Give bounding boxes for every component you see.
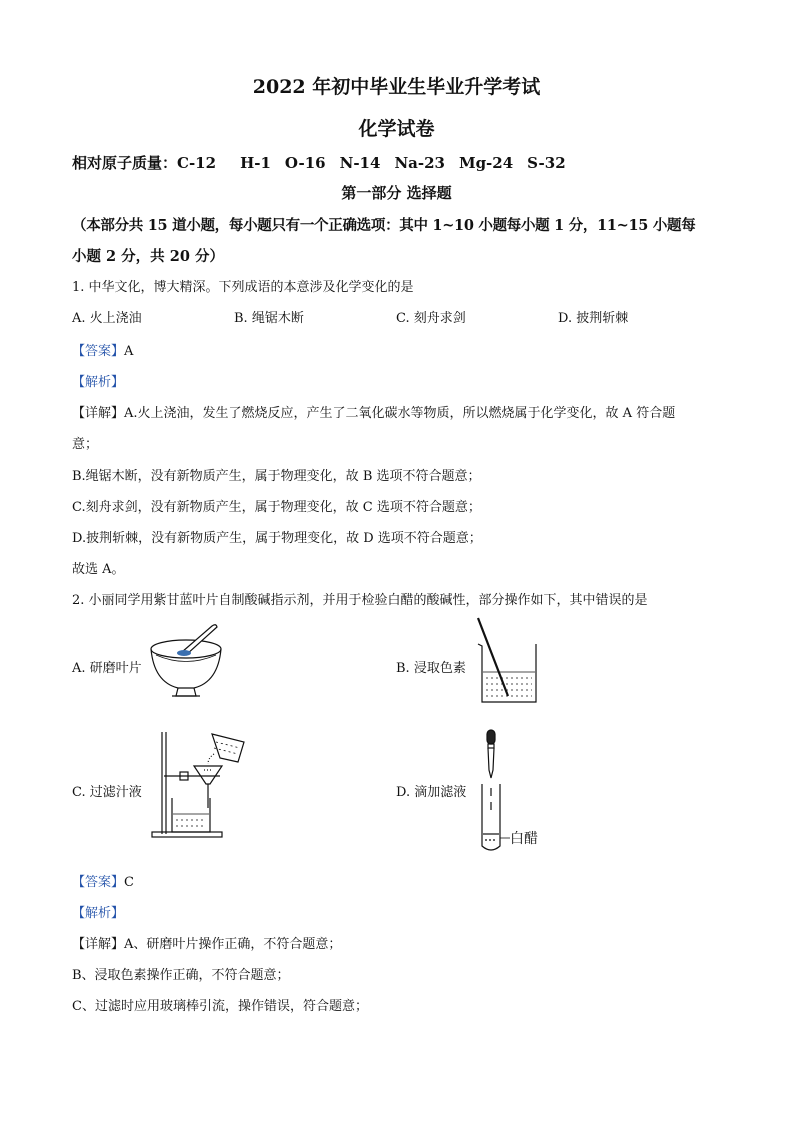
q2-option-d: D. 滴加滤液: [396, 785, 467, 800]
atomic-mass-line: [72, 152, 566, 173]
q1-answer-line: [72, 340, 133, 359]
q1-detail-line1: [72, 402, 675, 421]
filtration-figure: [150, 728, 260, 840]
exam-title: 2022 年初中毕业生毕业升学考试: [252, 76, 541, 98]
q1-detail-text: A.火上浇油，发生了燃烧反应，产生了二氧化碳水等物质，所以燃烧属于化学变化，故 A 符合题: [124, 406, 676, 421]
q1-stem: 1. 中华文化，博大精深。下列成语的本意涉及化学变化的是: [72, 280, 414, 295]
atomic-mass-s: S-32: [527, 154, 566, 172]
q2-detail-c: C、过滤时应用玻璃棒引流，操作错误，符合题意；: [72, 999, 368, 1014]
q1-detail-d: D.披荆斩棘，没有新物质产生，属于物理变化，故 D 选项不符合题意；: [72, 531, 482, 546]
q1-option-d: D. 披荆斩棘: [558, 311, 629, 326]
atomic-mass-label: 相对原子质量：: [72, 154, 178, 172]
beaker-stirring-figure: [472, 616, 542, 706]
q1-answer: A: [124, 344, 134, 359]
q1-conclusion: 故选 A。: [72, 562, 125, 577]
atomic-mass-h: H-1: [240, 154, 271, 172]
q2-analysis-tag: 【解析】: [72, 906, 125, 921]
section-note-line1: （本部分共 15 道小题，每小题只有一个正确选项：其中 1~10 小题每小题 1 分，11~15 小题每: [72, 217, 696, 234]
q2-answer-tag: 【答案】: [72, 875, 125, 890]
q1-analysis-tag: 【解析】: [72, 375, 125, 390]
q1-option-c: C. 刻舟求剑: [396, 311, 466, 326]
q1-answer-tag: 【答案】: [72, 344, 125, 359]
q2-option-c: C. 过滤汁液: [72, 785, 142, 800]
paper-subtitle: 化学试卷: [358, 118, 435, 140]
q2-detail-tag: 【详解】: [72, 937, 125, 952]
q2-answer-line: [72, 871, 134, 890]
q1-detail-tag: 【详解】: [72, 406, 125, 421]
atomic-mass-o: O-16: [284, 154, 326, 172]
q2-option-b: B. 浸取色素: [396, 661, 466, 676]
vinegar-label: 白醋: [510, 831, 538, 847]
q1-option-b: B. 绳锯木断: [234, 311, 304, 326]
q1-detail-c: C.刻舟求剑，没有新物质产生，属于物理变化，故 C 选项不符合题意；: [72, 500, 481, 515]
q1-detail-b: B.绳锯木断，没有新物质产生，属于物理变化，故 B 选项不符合题意；: [72, 469, 481, 484]
q1-option-a: A. 火上浇油: [72, 311, 142, 326]
atomic-mass-na: Na-23: [394, 154, 445, 172]
mortar-pestle-figure: [148, 622, 228, 704]
section-heading: 第一部分 选择题: [341, 184, 452, 202]
q2-detail-b: B、浸取色素操作正确，不符合题意；: [72, 968, 290, 983]
atomic-mass-c: C-12: [177, 154, 217, 172]
q2-stem: 2. 小丽同学用紫甘蓝叶片自制酸碱指示剂，并用于检验白醋的酸碱性，部分操作如下，其中错误的是: [72, 593, 648, 608]
q2-answer: C: [124, 875, 134, 890]
section-note-line2: 小题 2 分，共 20 分）: [72, 248, 224, 265]
q2-detail-a-line: [72, 933, 341, 952]
q2-detail-a: A、研磨叶片操作正确，不符合题意；: [124, 937, 342, 952]
q2-option-a: A. 研磨叶片: [72, 661, 142, 676]
atomic-mass-n: N-14: [339, 154, 381, 172]
q1-detail-line2: 意；: [72, 437, 99, 452]
atomic-mass-mg: Mg-24: [458, 154, 514, 172]
